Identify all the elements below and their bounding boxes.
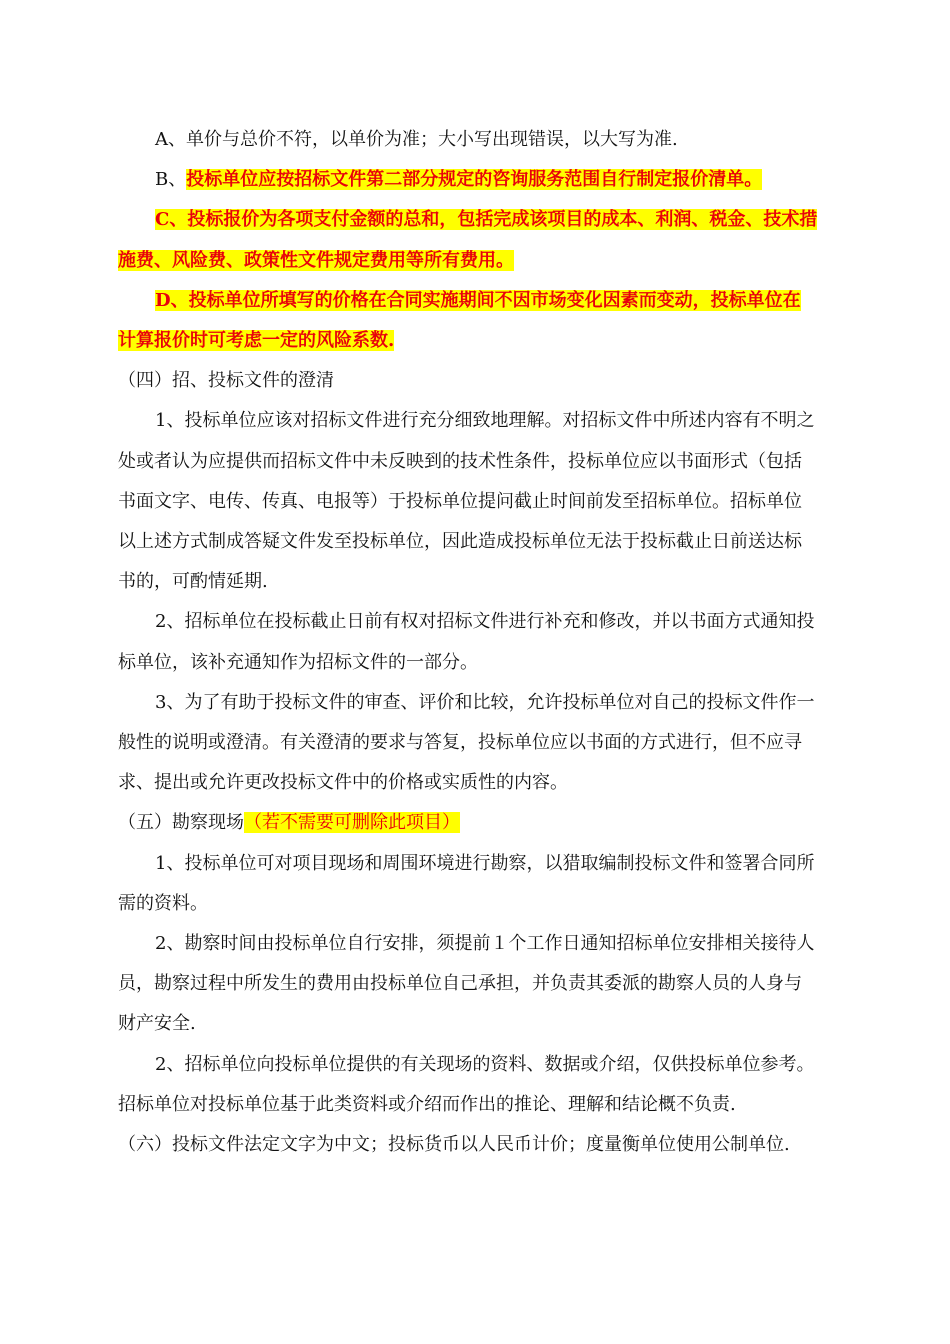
document-page [118, 120, 818, 1165]
section-5-item-2: 2、勘察时间由投标单位自行安排，须提前１个工作日通知招标单位安排相关接待人员，勘察过程中所发生的费用由投标单位自己承担，并负责其委派的勘察人员的人身与财产安全. [118, 933, 815, 1035]
section-5-title: （五）勘察现场 [118, 812, 244, 834]
item-c-highlight: C、投标报价为各项支付金额的总和，包括完成该项目的成本、利润、税金、技术措施费、风险费、政策性文件规定费用等所有费用。 [118, 209, 818, 271]
item-b [118, 160, 818, 200]
section-6-paragraph: （六）投标文件法定文字为中文；投标货币以人民币计价；度量衡单位使用公制单位. [118, 1134, 790, 1156]
item-d-highlight: D、投标单位所填写的价格在合同实施期间不因市场变化因素而变动，投标单位在计算报价时可考虑一定的风险系数. [118, 289, 801, 352]
section-4-item-2: 2、招标单位在投标截止日前有权对招标文件进行补充和修改，并以书面方式通知投标单位，该补充通知作为招标文件的一部分。 [118, 611, 815, 673]
section-4-item-1: 1、投标单位应该对招标文件进行充分细致地理解。对招标文件中所述内容有不明之处或者认为应提供而招标文件中未反映到的技术性条件，投标单位应以书面形式（包括书面文字、电传、传真、电报等）于投标单位提问截止时间前发至招标单位。招标单位以上述方式制成答疑文件发至投标单位，因此造成投标单位无法于投标截止日前送达标书的，可酌情延期. [118, 410, 815, 593]
section-4-heading: （四）招、投标文件的澄清 [118, 370, 334, 392]
item-b-prefix: B、 [155, 169, 187, 191]
item-a: A、单价与总价不符，以单价为准；大小写出现错误，以大写为准. [155, 129, 678, 150]
section-4-item-3: 3、为了有助于投标文件的审查、评价和比较，允许投标单位对自己的投标文件作一般性的说明或澄清。有关澄清的要求与答复，投标单位应以书面的方式进行，但不应寻求、提出或允许更改投标文件中的价格或实质性的内容。 [118, 691, 815, 794]
item-c [118, 200, 818, 280]
item-b-highlight: 投标单位应按招标文件第二部分规定的咨询服务范围自行制定报价清单。 [186, 169, 763, 191]
section-5-item-3: 2、招标单位向投标单位提供的有关现场的资料、数据或介绍，仅供投标单位参考。招标单位对投标单位基于此类资料或介绍而作出的推论、理解和结论概不负责. [118, 1053, 815, 1115]
section-5-item-1: 1、投标单位可对项目现场和周围环境进行勘察，以猎取编制投标文件和签署合同所需的资料。 [118, 852, 815, 914]
item-d [118, 281, 818, 361]
section-5-heading [118, 803, 818, 843]
section-5-note: （若不需要可删除此项目） [244, 812, 460, 834]
